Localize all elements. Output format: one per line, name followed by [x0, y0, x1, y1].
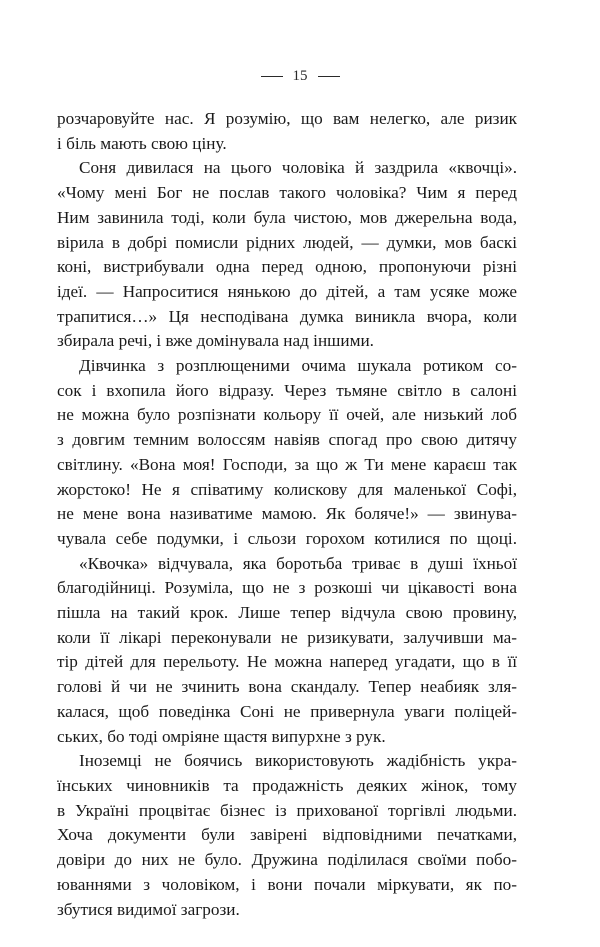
right-rule	[318, 76, 340, 77]
text-line: чувала себе подумки, і сльози горохом котилися по щоці.	[57, 528, 517, 548]
text-line: збутися видимої загрози.	[57, 899, 240, 919]
text-line: Соня дивилася на цього чоловіка й заздрила «квочці».	[79, 158, 517, 178]
text-line: ідеї. — Напроситися нянькою до дітей, а там усяке може	[57, 281, 517, 301]
text-line: не мене вона називатиме мамою. Як боляче!» — звинува-	[57, 504, 517, 524]
page-number-header	[0, 68, 600, 85]
text-line: сок і вхопила його відразу. Через тьмяне світло в салоні	[57, 380, 517, 400]
text-line: трапитися…» Ця несподівана думка виникла вчора, коли	[57, 306, 517, 326]
text-line: ських, бо тоді омріяне щастя випурхне з рук.	[57, 726, 386, 746]
text-line: Іноземці не боячись використовують жадібність укра-	[79, 751, 517, 771]
left-rule	[261, 76, 283, 77]
text-line: вірила в добрі помисли рідних людей, — думки, мов баскі	[57, 232, 517, 252]
text-line: збирала речі, і вже домінувала над іншими.	[57, 331, 374, 351]
text-line: «Чому мені Бог не послав такого чоловіка? Чим я перед	[57, 183, 517, 203]
text-line: розчаровуйте нас. Я розумію, що вам нелегко, але ризик	[57, 109, 517, 128]
text-line: Дівчинка з розплющеними очима шукала ротиком со-	[79, 356, 517, 376]
text-line: жорстоко! Не я співатиму колискову для маленької Софі,	[57, 479, 517, 499]
text-line: тір дітей для перельоту. Не можна наперед угадати, що в її	[57, 652, 517, 672]
page-number: 15	[292, 68, 308, 84]
text-line: коні, вистрибували одна перед одною, пропонуючи різні	[57, 257, 517, 277]
text-line: Хоча документи були завірені відповідними печатками,	[57, 825, 517, 845]
text-line: «Квочка» відчувала, яка боротьба триває в душі їхньої	[79, 553, 517, 573]
text-line: в Україні процвітає бізнес із прихованої торгівлі людьми.	[57, 800, 517, 820]
text-line: благодійниці. Розуміла, що не з розкоші чи цікавості вона	[57, 578, 517, 598]
text-line: коли її лікарі переконували не ризикувати, залучивши ма-	[57, 627, 517, 647]
text-line: голові й чи не зчинить вона скандалу. Тепер неабияк зля-	[57, 677, 517, 697]
text-line: юваннями з чоловіком, і вони почали міркувати, як по-	[57, 874, 517, 894]
text-line: з довгим темним волоссям навіяв спогад про свою дитячу	[57, 430, 517, 450]
body-text	[57, 107, 517, 922]
text-line: їнських чиновників та продажність деяких жінок, тому	[57, 775, 517, 795]
text-line: калася, щоб поведінка Соні не привернула уваги поліцей-	[57, 701, 517, 721]
text-line: і біль мають свою ціну.	[57, 133, 227, 153]
text-line: світлину. «Вона моя! Господи, за що ж Ти мене караєш так	[57, 454, 517, 474]
text-line: пішла на такий крок. Лише тепер відчула свою провину,	[57, 603, 517, 623]
text-line: Ним завинила тоді, коли була чистою, мов джерельна вода,	[57, 207, 517, 227]
text-line: довіри до них не було. Дружина поділилася своїми побо-	[57, 850, 517, 870]
text-line: не можна було розпізнати кольору її очей, але низький лоб	[57, 405, 517, 425]
